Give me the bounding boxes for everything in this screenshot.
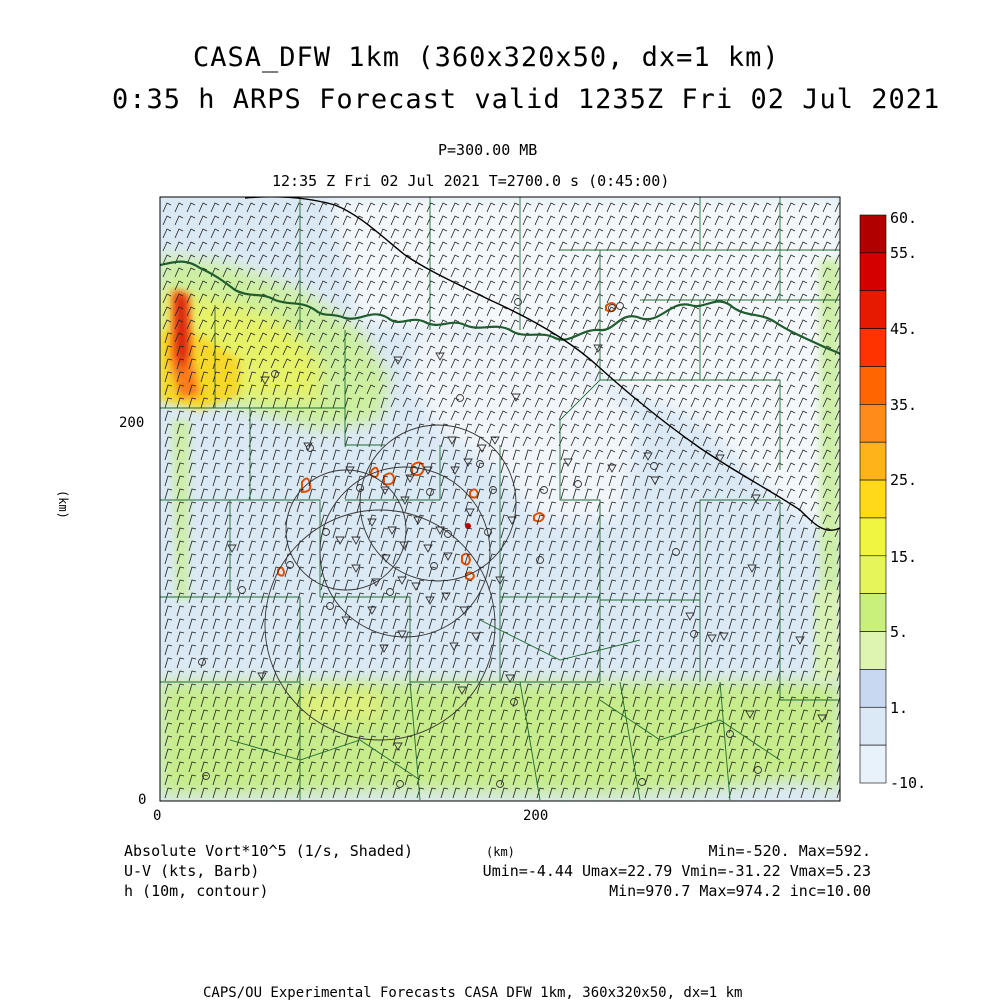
- pressure-level: P=300.00 MB: [438, 141, 538, 159]
- colorbar-label-25: 25.: [890, 471, 918, 489]
- legend-left-3: h (10m, contour): [124, 882, 269, 900]
- legend-right-3: Min=970.7 Max=974.2 inc=10.00: [609, 882, 871, 900]
- colorbar-band: [860, 632, 886, 670]
- colorbar-label-35: 35.: [890, 396, 918, 414]
- colorbar-band: [860, 329, 886, 367]
- colorbar-band: [860, 366, 886, 404]
- colorbar-band: [860, 669, 886, 707]
- colorbar-label-minus10: -10.: [890, 774, 927, 792]
- colorbar-band: [860, 745, 886, 783]
- x-tick-200: 200: [523, 808, 549, 824]
- colorbar-band: [860, 594, 886, 632]
- colorbar-band: [860, 215, 886, 253]
- x-axis-label: (km): [486, 845, 515, 859]
- legend-right-1: Min=-520. Max=592.: [708, 842, 871, 860]
- colorbar-band: [860, 253, 886, 291]
- colorbar-label-45: 45.: [890, 320, 918, 338]
- colorbar-band: [860, 556, 886, 594]
- y-tick-0: 0: [138, 792, 147, 808]
- colorbar-band: [860, 404, 886, 442]
- legend-right-2: Umin=-4.44 Umax=22.79 Vmin=-31.22 Vmax=5.23: [482, 862, 871, 880]
- colorbar-label-1: 1.: [890, 699, 909, 717]
- valid-time: 12:35 Z Fri 02 Jul 2021 T=2700.0 s (0:45:00): [272, 172, 670, 190]
- legend-left-2: U-V (kts, Barb): [124, 862, 260, 880]
- colorbar-label-55: 55.: [890, 244, 918, 262]
- y-tick-200: 200: [119, 415, 145, 431]
- colorbar-band: [860, 442, 886, 480]
- y-axis-label: (km): [56, 490, 70, 519]
- colorbar-label-15: 15.: [890, 548, 918, 566]
- colorbar-label-5: 5.: [890, 623, 909, 641]
- colorbar: [860, 215, 886, 783]
- title-line-2: 0:35 h ARPS Forecast valid 1235Z Fri 02 Jul 2021: [112, 84, 941, 115]
- x-tick-0: 0: [153, 808, 162, 824]
- colorbar-band: [860, 707, 886, 745]
- legend-left-1: Absolute Vort*10^5 (1/s, Shaded): [124, 842, 413, 860]
- colorbar-band: [860, 480, 886, 518]
- colorbar-band: [860, 291, 886, 329]
- footer-credit: CAPS/OU Experimental Forecasts CASA DFW 1km, 360x320x50, dx=1 km: [203, 985, 743, 1001]
- colorbar-label-60: 60.: [890, 209, 918, 227]
- colorbar-band: [860, 518, 886, 556]
- title-line-1: CASA_DFW 1km (360x320x50, dx=1 km): [193, 42, 780, 73]
